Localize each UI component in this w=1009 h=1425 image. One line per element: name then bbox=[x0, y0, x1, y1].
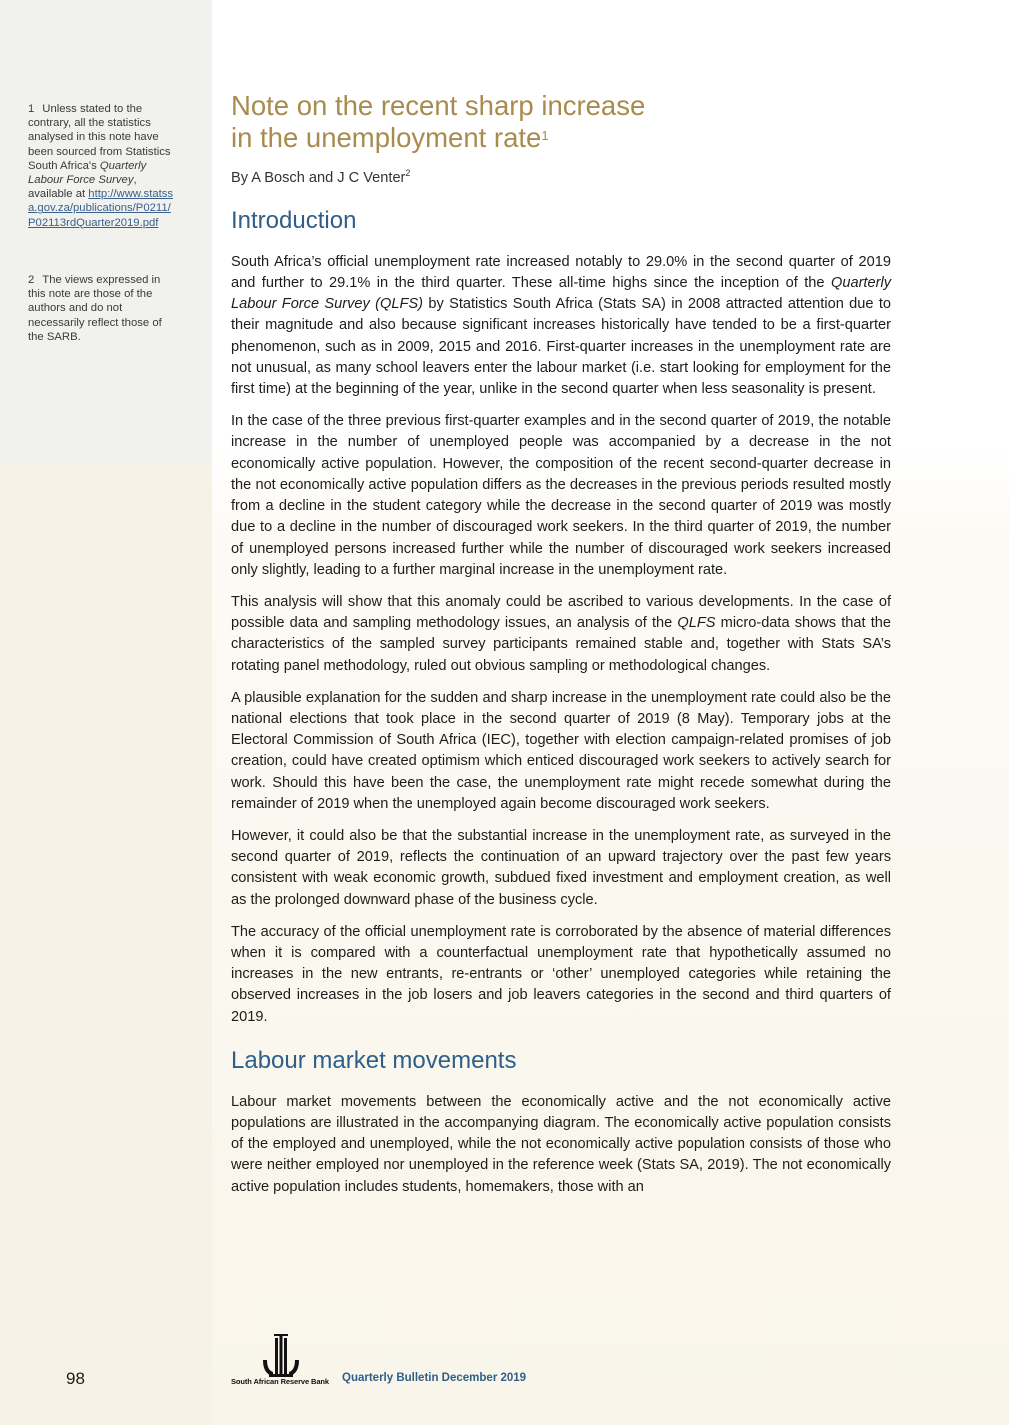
sidebar-lower-background bbox=[0, 465, 212, 1425]
paragraph-6: The accuracy of the official unemployment rate is corroborated by the absence of material differences when it is compared with a counterfactual unemployment rate that hypothetically assumed no increases in the new entrants, re-entrants or ‘other’ unemployed categories while retaining the observed increases in the job losers and job leavers categories in the second and third quarters of 2019. bbox=[231, 923, 891, 1025]
heading-labour-market-movements: Labour market movements bbox=[231, 1046, 517, 1074]
paragraph-5: However, it could also be that the substantial increase in the unemployment rate, as surveyed in the second quarter of 2019, reflects the continuation of an upward trajectory over the past few years consistent with weak economic growth, subdued fixed investment and employment creation, as well as the prolonged downward phase of the business cycle. bbox=[231, 827, 891, 908]
paragraph-4: A plausible explanation for the sudden and sharp increase in the unemployment rate could also be the national elections that took place in the second quarter of 2019 (8 May). Temporary jobs at the Electoral Commission of South Africa (IEC), together with election campaign-related promises of job creation, could have created optimism which enticed discouraged work seekers to actively search for work. Should this have been the case, the unemployment rate might recede somewhat during the remainder of 2019 when the unemployed again become discouraged work seekers. bbox=[231, 689, 891, 812]
footnote-2-text: The views expressed in this note are those of the authors and do not necessarily reflect those of the SARB. bbox=[28, 274, 162, 343]
title-line-2: in the unemployment rate bbox=[231, 122, 542, 153]
footnote-2-number: 2 bbox=[28, 274, 35, 286]
byline-footnote-ref[interactable]: 2 bbox=[405, 168, 411, 178]
footnote-2 bbox=[28, 273, 178, 344]
paragraph-3-a: This analysis will show that this anomaly could be ascribed to various developments. In the case of possible data and sampling methodology issues, an analysis of the bbox=[231, 593, 891, 632]
paragraph-3-b: micro-data shows that the characteristics of the sampled survey participants remained stable and, together with Stats SA’s rotating panel methodology, ruled out obvious sampling or methodological changes. bbox=[231, 615, 891, 674]
article bbox=[231, 90, 891, 1209]
paragraph-3 bbox=[231, 592, 891, 677]
paragraph-1-italic: Quarterly Labour Force Survey (QLFS) bbox=[231, 275, 891, 313]
byline-text: By A Bosch and J C Venter bbox=[231, 169, 406, 186]
paragraph-2: In the case of the three previous first-quarter examples and in the second quarter of 2019, the notable increase in the number of unemployed people was accompanied by a decrease in the not economically active population. However, the composition of the recent second-quarter decrease in the not economically active population differs as the decreases in the previous periods resulted mostly from a decline in the student category while the decrease in the second quarter of 2019 was mostly due to a decline in the number of discouraged work seekers. In the third quarter of 2019, the number of unemployed persons increased further while the number of discouraged work seekers increased only slightly, leading to a further marginal increase in the unemployment rate. bbox=[231, 413, 891, 578]
paragraph-3-italic: QLFS bbox=[677, 615, 716, 632]
page-number: 98 bbox=[66, 1369, 85, 1388]
article-title bbox=[231, 90, 891, 154]
logo-caption: South African Reserve Bank bbox=[231, 1377, 329, 1386]
title-footnote-ref[interactable]: 1 bbox=[541, 128, 549, 143]
publication-title: Quarterly Bulletin December 2019 bbox=[342, 1372, 527, 1384]
paragraph-7: Labour market movements between the economically active and the not economically active populations are illustrated in the accompanying diagram. The economically active population consists of the employed and unemployed, while the not economically active population consists of those who were neither employed nor unemployed in the reference week (Stats SA, 2019). The not economically active population includes students, homemakers, those with an bbox=[231, 1093, 891, 1195]
footnote-1-number: 1 bbox=[28, 103, 35, 115]
footnote-1-text-after: , available at bbox=[28, 174, 137, 201]
heading-introduction: Introduction bbox=[231, 206, 357, 234]
footnote-1 bbox=[28, 102, 178, 230]
footnote-1-link[interactable]: http://www.statssa.gov.za/publications/P0211/P02113rdQuarter2019.pdf bbox=[28, 188, 174, 229]
title-line-1: Note on the recent sharp increase bbox=[231, 90, 646, 121]
byline bbox=[231, 168, 891, 186]
footnote-1-italic: Quarterly Labour Force Survey bbox=[28, 159, 147, 187]
paragraph-1 bbox=[231, 252, 891, 400]
footnote-1-text: Unless stated to the contrary, all the statistics analysed in this note have been sourced from Statistics South Africa's bbox=[28, 103, 171, 172]
paragraph-1-a: South Africa’s official unemployment rate increased notably to 29.0% in the second quarter of 2019 and further to 29.1% in the third quarter. These all-time highs since the inception of the bbox=[231, 253, 891, 292]
paragraph-1-b: by Statistics South Africa (Stats SA) in 2008 attracted attention due to their magnitude and also because significant increases historically have tended to be a first-quarter phenomenon, such as in 2009, 2015 and 2016. First-quarter increases in the unemployment rate are not unusual, as many school leavers enter the labour market (i.e. start looking for employment for the first time) at the beginning of the year, unlike in the second quarter when less seasonality is present. bbox=[231, 296, 891, 398]
